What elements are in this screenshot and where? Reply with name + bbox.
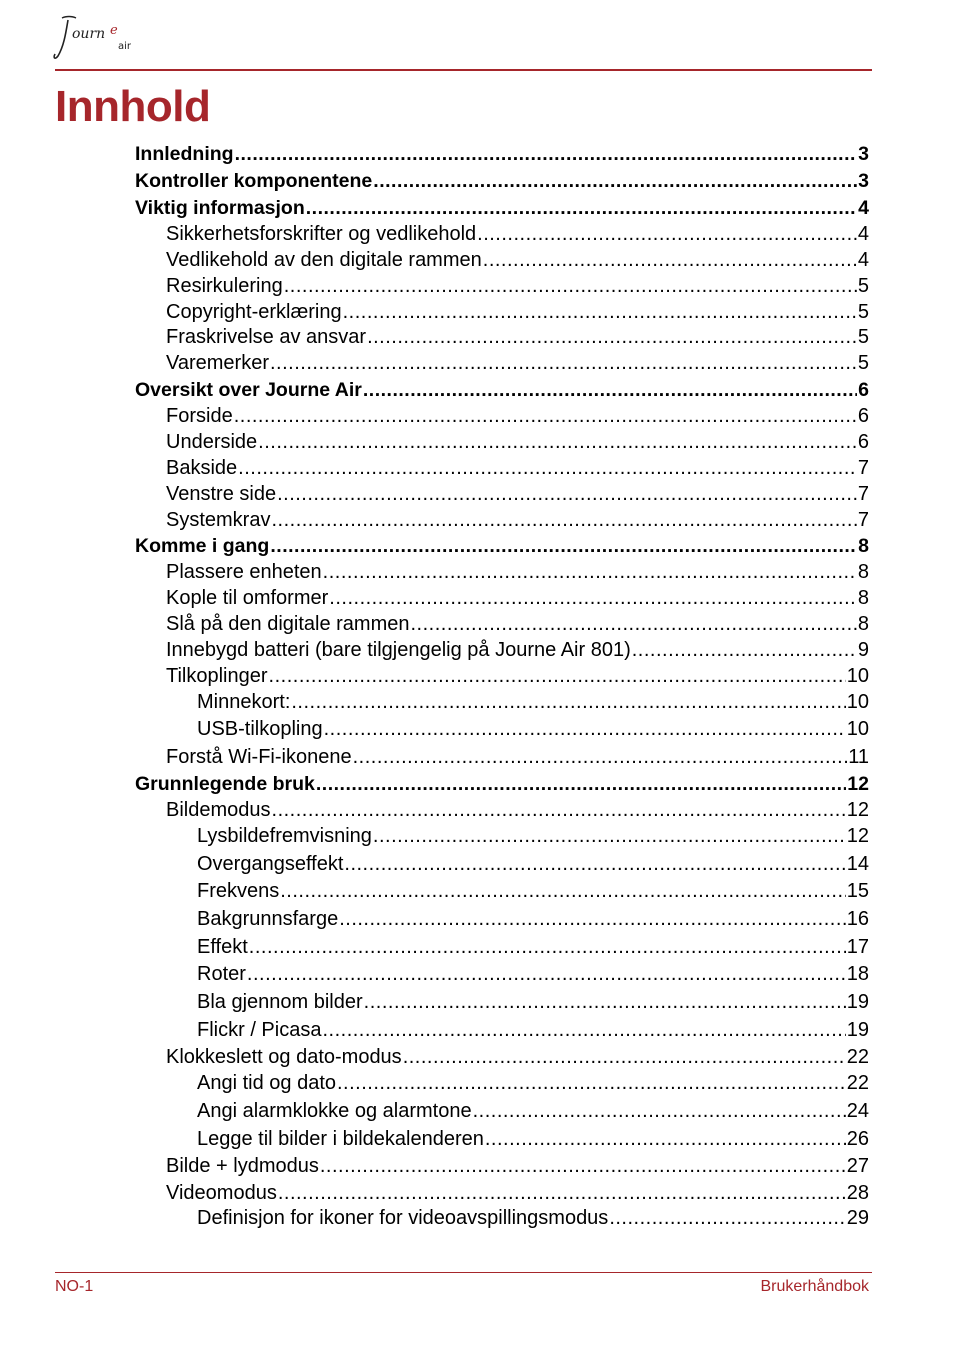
toc-leader-dots <box>271 507 856 533</box>
toc-leader-dots <box>329 585 857 611</box>
toc-entry[interactable] <box>135 377 869 403</box>
toc-entry-page: 28 <box>846 1182 869 1204</box>
toc-entry-page: 3 <box>858 143 869 165</box>
toc-leader-dots <box>238 455 857 481</box>
toc-leader-dots <box>291 689 845 715</box>
toc-entry[interactable] <box>166 585 869 611</box>
toc-leader-dots <box>483 247 857 273</box>
toc-entry-page: 18 <box>846 963 869 985</box>
toc-entry[interactable] <box>166 429 869 455</box>
toc-entry-label: Innledning <box>135 143 234 165</box>
toc-entry-page: 15 <box>846 880 869 902</box>
toc-leader-dots <box>337 1070 846 1096</box>
toc-entry[interactable] <box>197 878 869 904</box>
toc-entry-page: 22 <box>846 1072 869 1094</box>
toc-entry-label: Underside <box>166 431 258 453</box>
toc-entry[interactable] <box>197 906 869 932</box>
toc-entry-page: 11 <box>848 746 869 768</box>
footer-doc-name: Brukerhåndbok <box>760 1278 869 1295</box>
toc-leader-dots <box>403 1044 846 1070</box>
toc-entry-page: 7 <box>857 457 869 479</box>
toc-entry-page: 8 <box>857 613 869 635</box>
toc-leader-dots <box>344 851 845 877</box>
toc-leader-dots <box>234 403 857 429</box>
toc-entry[interactable] <box>166 797 869 823</box>
toc-leader-dots <box>323 559 857 585</box>
toc-entry-label: Angi tid og dato <box>197 1072 336 1094</box>
toc-entry-label: Venstre side <box>166 483 277 505</box>
toc-entry-page: 6 <box>857 431 869 453</box>
toc-entry-label: USB-tilkopling <box>197 718 323 740</box>
toc-entry[interactable] <box>197 1126 869 1152</box>
toc-entry-label: Innebygd batteri (bare tilgjengelig på Journe Air 801) <box>166 639 631 661</box>
toc-leader-dots <box>632 637 857 663</box>
toc-entry-page: 10 <box>846 665 869 687</box>
toc-entry-label: Oversikt over Journe Air <box>135 379 362 401</box>
svg-text:ourn: ourn <box>72 26 106 42</box>
toc-entry[interactable] <box>197 716 869 742</box>
toc-entry-label: Kontroller komponentene <box>135 170 373 192</box>
toc-entry-page: 5 <box>857 326 869 348</box>
toc-entry[interactable] <box>135 141 869 167</box>
toc-entry[interactable] <box>135 195 869 221</box>
toc-leader-dots <box>373 823 846 849</box>
toc-entry[interactable] <box>166 299 869 325</box>
toc-entry-page: 12 <box>846 825 869 847</box>
toc-entry-label: Klokkeslett og dato-modus <box>166 1046 402 1068</box>
toc-entry-label: Flickr / Picasa <box>197 1019 322 1041</box>
toc-entry-label: Komme i gang <box>135 535 270 557</box>
toc-entry-label: Overgangseffekt <box>197 853 344 875</box>
toc-entry-page: 7 <box>857 483 869 505</box>
toc-entry-page: 17 <box>846 936 869 958</box>
toc-entry[interactable] <box>166 637 869 663</box>
toc-entry[interactable] <box>135 533 869 559</box>
toc-entry[interactable] <box>197 989 869 1015</box>
toc-entry[interactable] <box>197 1098 869 1124</box>
toc-entry-label: Resirkulering <box>166 275 283 297</box>
toc-entry[interactable] <box>166 481 869 507</box>
toc-entry-label: Sikkerhetsforskrifter og vedlikehold <box>166 223 477 245</box>
toc-leader-dots <box>235 141 858 167</box>
toc-entry[interactable] <box>166 324 869 350</box>
toc-leader-dots <box>410 611 856 637</box>
toc-entry-label: Minnekort: <box>197 691 291 713</box>
toc-leader-dots <box>322 1017 845 1043</box>
toc-entry-label: Definisjon for ikoner for videoavspillingsmodus <box>197 1207 609 1229</box>
toc-leader-dots <box>363 377 857 403</box>
toc-leader-dots <box>324 716 846 742</box>
toc-entry-label: Videomodus <box>166 1182 277 1204</box>
toc-entry[interactable] <box>166 611 869 637</box>
toc-entry-page: 19 <box>846 1019 869 1041</box>
toc-leader-dots <box>477 221 857 247</box>
toc-entry[interactable] <box>166 221 869 247</box>
toc-leader-dots <box>339 906 846 932</box>
toc-entry-label: Angi alarmklokke og alarmtone <box>197 1100 472 1122</box>
toc-entry[interactable] <box>166 350 869 376</box>
toc-entry[interactable] <box>166 744 869 770</box>
toc-leader-dots <box>485 1126 846 1152</box>
toc-entry-label: Forstå Wi-Fi-ikonene <box>166 746 352 768</box>
toc-entry[interactable] <box>166 247 869 273</box>
svg-text:air: air <box>118 41 132 52</box>
toc-leader-dots <box>473 1098 846 1124</box>
toc-entry[interactable] <box>197 934 869 960</box>
toc-entry[interactable] <box>135 771 869 797</box>
toc-entry-page: 6 <box>858 379 869 401</box>
toc-entry-label: Bakgrunnsfarge <box>197 908 339 930</box>
toc-entry-label: Bilde + lydmodus <box>166 1155 319 1177</box>
toc-entry-page: 24 <box>846 1100 869 1122</box>
toc-entry[interactable] <box>197 1070 869 1096</box>
toc-entry-label: Copyright-erklæring <box>166 301 342 323</box>
toc-entry-label: Fraskrivelse av ansvar <box>166 326 367 348</box>
toc-entry-page: 7 <box>857 509 869 531</box>
toc-entry-page: 5 <box>857 275 869 297</box>
toc-entry-page: 12 <box>846 799 869 821</box>
toc-entry-label: Varemerker <box>166 352 269 374</box>
toc-entry-label: Lysbildefremvisning <box>197 825 372 847</box>
toc-entry[interactable] <box>166 273 869 299</box>
toc-entry-page: 16 <box>846 908 869 930</box>
toc-leader-dots <box>270 350 857 376</box>
toc-entry-page: 10 <box>846 691 869 713</box>
toc-entry[interactable] <box>197 689 869 715</box>
toc-entry-label: Viktig informasjon <box>135 197 305 219</box>
page-title: Innhold <box>55 82 211 131</box>
toc-entry[interactable] <box>197 823 869 849</box>
toc-entry-page: 9 <box>857 639 869 661</box>
toc-entry-page: 8 <box>857 561 869 583</box>
toc-entry-label: Legge til bilder i bildekalenderen <box>197 1128 484 1150</box>
toc-entry-page: 19 <box>846 991 869 1013</box>
toc-leader-dots <box>277 481 857 507</box>
toc-entry[interactable] <box>197 1017 869 1043</box>
header-rule <box>55 69 872 71</box>
toc-entry-label: Forside <box>166 405 233 427</box>
toc-entry[interactable] <box>166 1044 869 1070</box>
toc-entry-page: 5 <box>857 301 869 323</box>
toc-leader-dots <box>284 273 857 299</box>
toc-entry[interactable] <box>197 961 869 987</box>
toc-entry-page: 5 <box>857 352 869 374</box>
toc-leader-dots <box>343 299 857 325</box>
toc-entry-label: Plassere enheten <box>166 561 322 583</box>
toc-leader-dots <box>249 934 846 960</box>
toc-leader-dots <box>364 989 846 1015</box>
toc-entry[interactable] <box>166 663 869 689</box>
toc-entry-page: 10 <box>846 718 869 740</box>
toc-leader-dots <box>353 744 848 770</box>
toc-leader-dots <box>247 961 846 987</box>
toc-entry-page: 26 <box>846 1128 869 1150</box>
toc-entry[interactable] <box>166 559 869 585</box>
toc-entry[interactable] <box>166 1153 869 1179</box>
toc-entry-page: 4 <box>857 249 869 271</box>
toc-leader-dots <box>278 1180 846 1206</box>
toc-entry-label: Bla gjennom bilder <box>197 991 363 1013</box>
toc-leader-dots <box>280 878 846 904</box>
toc-entry[interactable] <box>135 168 869 194</box>
toc-entry-label: Bakside <box>166 457 238 479</box>
toc-leader-dots <box>272 797 846 823</box>
toc-entry-label: Roter <box>197 963 246 985</box>
toc-leader-dots <box>320 1153 846 1179</box>
toc-leader-dots <box>258 429 857 455</box>
toc-entry[interactable] <box>166 507 869 533</box>
toc-leader-dots <box>609 1205 845 1231</box>
toc-leader-dots <box>373 168 857 194</box>
toc-leader-dots <box>367 324 857 350</box>
footer-rule <box>55 1272 872 1273</box>
toc-entry-page: 29 <box>846 1207 869 1229</box>
toc-entry-page: 3 <box>858 170 869 192</box>
toc-entry-label: Vedlikehold av den digitale rammen <box>166 249 482 271</box>
toc-entry-label: Systemkrav <box>166 509 271 531</box>
footer-page-label: NO-1 <box>55 1278 94 1295</box>
toc-entry-page: 22 <box>846 1046 869 1068</box>
toc-entry-page: 8 <box>857 587 869 609</box>
toc-leader-dots <box>316 771 846 797</box>
toc-entry[interactable] <box>197 1205 869 1231</box>
toc-entry-label: Kople til omformer <box>166 587 329 609</box>
toc-entry-label: Grunnlegende bruk <box>135 773 315 795</box>
toc-entry-page: 27 <box>846 1155 869 1177</box>
toc-entry-label: Bildemodus <box>166 799 271 821</box>
toc-entry-label: Tilkoplinger <box>166 665 268 687</box>
toc-entry[interactable] <box>197 851 869 877</box>
journe-air-logo <box>52 12 142 64</box>
toc-entry-page: 8 <box>858 535 869 557</box>
toc-entry-page: 14 <box>846 853 869 875</box>
toc-entry-label: Slå på den digitale rammen <box>166 613 410 635</box>
toc-entry[interactable] <box>166 455 869 481</box>
svg-text:e: e <box>110 23 118 38</box>
toc-entry-page: 6 <box>857 405 869 427</box>
toc-leader-dots <box>269 663 846 689</box>
toc-leader-dots <box>270 533 857 559</box>
toc-entry-page: 12 <box>847 773 869 795</box>
toc-leader-dots <box>306 195 857 221</box>
toc-entry-page: 4 <box>858 197 869 219</box>
toc-entry[interactable] <box>166 1180 869 1206</box>
toc-entry-page: 4 <box>857 223 869 245</box>
toc-entry[interactable] <box>166 403 869 429</box>
toc-entry-label: Effekt <box>197 936 248 958</box>
toc-entry-label: Frekvens <box>197 880 280 902</box>
